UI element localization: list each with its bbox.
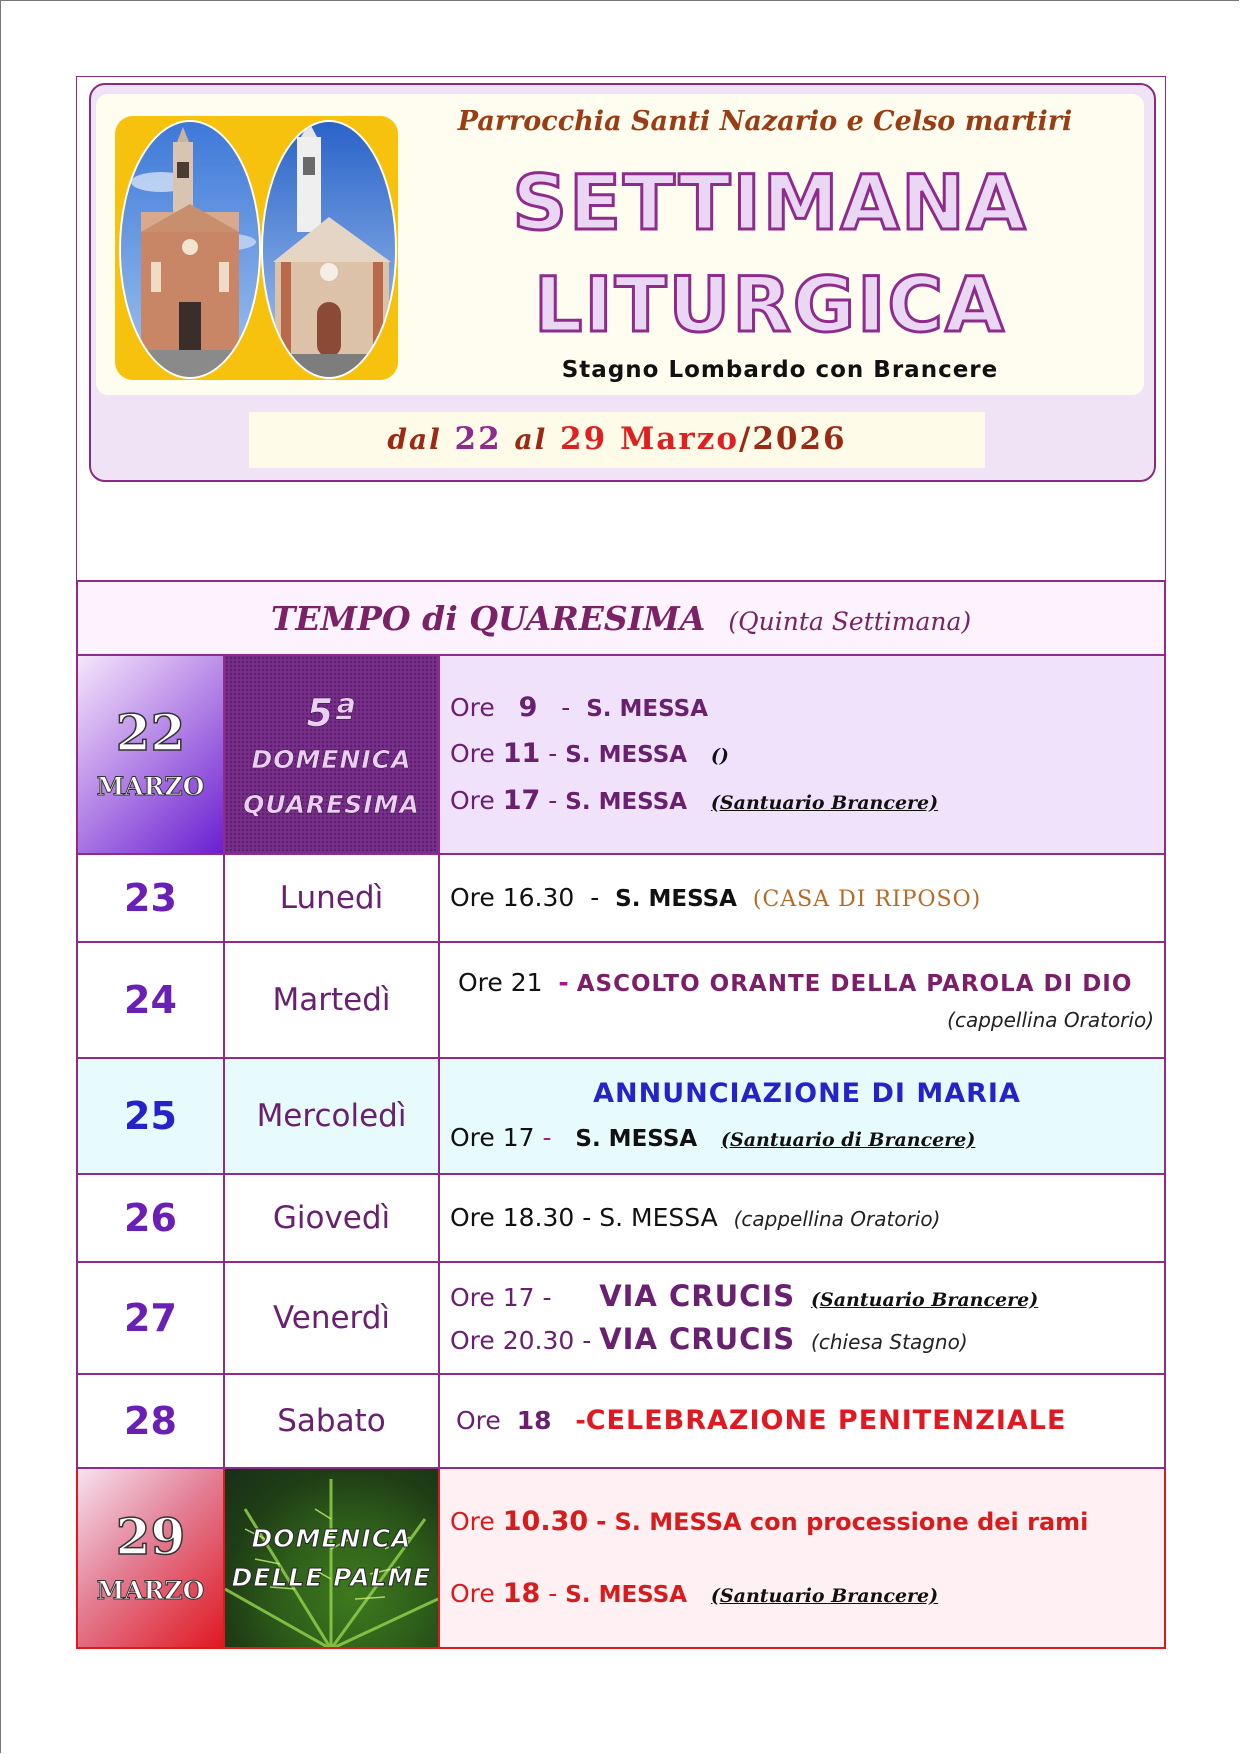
day-cell (77, 1058, 224, 1174)
event-time: Ore 16.30 (450, 882, 575, 912)
date-dal: dal (387, 423, 442, 456)
day-number: 26 (124, 1196, 177, 1240)
event-time: 11 (502, 738, 541, 770)
event-line (450, 692, 1164, 724)
event-sep: - (590, 882, 600, 912)
event-note: (Santuario di Brancere) (721, 1129, 976, 1152)
event-title: S. MESSA (565, 1582, 688, 1608)
event-line (450, 883, 1164, 914)
event-note: (chiesa Stagno) (811, 1330, 968, 1354)
event-time: Ore 17 - (450, 1283, 552, 1313)
event-time: 9 (518, 691, 538, 723)
event-note: (cappellina Oratorio) (947, 1008, 1154, 1033)
event-note: (Santuario Brancere) (710, 1585, 939, 1607)
sunday-season: QUARESIMA (243, 789, 420, 819)
event-sep: - (542, 1123, 552, 1153)
event-title: ASCOLTO ORANTE DELLA PAROLA DI DIO (576, 970, 1133, 997)
event-line (450, 1578, 1164, 1610)
events-cell (439, 1058, 1165, 1174)
event-time: 10.30 (502, 1505, 589, 1537)
church-left-oval (119, 120, 261, 379)
event-ore: Ore (450, 785, 495, 815)
day-cell (77, 1262, 224, 1374)
day-name: Mercoledì (256, 1098, 407, 1134)
events-cell (439, 1262, 1165, 1374)
event-title: S. MESSA (599, 1203, 718, 1232)
event-title: VIA CRUCIS (599, 1322, 796, 1356)
schedule-table (76, 580, 1166, 1649)
day-number: 28 (124, 1399, 177, 1443)
event-time: Ore 18.30 - (450, 1203, 592, 1232)
day-name-cell (224, 1058, 439, 1174)
event-line (450, 1279, 1164, 1314)
table-row (77, 1374, 1165, 1468)
table-row (77, 854, 1165, 942)
date-year: /2026 (739, 421, 847, 457)
day-name-cell (224, 1174, 439, 1262)
day-name: Lunedì (279, 880, 384, 916)
title-line-2: LITURGICA (533, 260, 1007, 349)
day-number: 27 (124, 1296, 177, 1340)
event-ore: Ore (450, 739, 495, 769)
day-number: 24 (124, 978, 177, 1022)
event-time: Ore 21 (457, 967, 543, 997)
event-sep: - (558, 967, 569, 997)
event-title: S. MESSA (565, 742, 688, 769)
event-title: VIA CRUCIS (599, 1279, 796, 1314)
day-number: 23 (124, 876, 177, 920)
day-name-cell (224, 1374, 439, 1468)
date-end: 29 (560, 421, 608, 457)
event-note: (Santuario Brancere) (811, 1289, 1039, 1312)
events-cell (439, 655, 1165, 854)
date-month: Marzo (619, 421, 739, 457)
event-time: Ore 20.30 - (450, 1326, 592, 1355)
event-sep: - (548, 1579, 558, 1608)
events-cell (439, 942, 1165, 1058)
season-cell (77, 581, 1165, 655)
parish-name: Parrocchia Santi Nazario e Celso martiri (457, 106, 1073, 137)
table-row (77, 1468, 1165, 1648)
event-line (450, 1322, 1164, 1357)
event-line (450, 785, 1164, 817)
season-subtitle: (Quinta Settimana) (728, 606, 972, 636)
event-sep: - (596, 1506, 607, 1536)
feast-title: ANNUNCIAZIONE DI MARIA (593, 1078, 1021, 1110)
table-row (77, 1174, 1165, 1262)
event-line (450, 1405, 1164, 1437)
churches-image (115, 116, 398, 380)
event-ore: Ore (456, 1405, 501, 1435)
events-cell (439, 854, 1165, 942)
event-ore: Ore (450, 1506, 495, 1536)
event-time: 18 (502, 1578, 541, 1609)
event-title: S. MESSA con processione dei rami (614, 1507, 1089, 1536)
day-name: Martedì (272, 982, 391, 1018)
day-cell (77, 655, 224, 854)
church-right-oval (261, 120, 397, 379)
events-cell (439, 1174, 1165, 1262)
season-title: TEMPO di QUARESIMA (270, 598, 706, 638)
event-sep: - (575, 1405, 586, 1435)
event-note: (CASA DI RIPOSO) (752, 886, 982, 912)
sunday-label-cell (224, 655, 439, 854)
subtitle: Stagno Lombardo con Brancere (561, 357, 999, 383)
day-month: MARZO (96, 772, 205, 801)
event-line (450, 1506, 1164, 1538)
event-line (450, 968, 1164, 999)
table-row (77, 1058, 1165, 1174)
palm-sunday-label-2: DELLE PALME (231, 1563, 432, 1592)
event-line (450, 1203, 1164, 1233)
day-number: 25 (124, 1094, 177, 1138)
event-line (450, 1123, 1164, 1154)
day-name: Venerdì (272, 1300, 391, 1336)
events-cell (439, 1468, 1165, 1648)
date-al: al (514, 423, 548, 456)
events-cell (439, 1374, 1165, 1468)
event-sep: - (548, 739, 558, 769)
sunday-label: DOMENICA (251, 744, 412, 774)
day-cell (77, 854, 224, 942)
event-time: 18 (516, 1405, 552, 1435)
day-name: Sabato (277, 1403, 386, 1439)
day-cell (77, 1374, 224, 1468)
event-sep: - (548, 785, 558, 815)
day-number: 29 (115, 1506, 186, 1566)
event-note: (Santuario Brancere) (710, 791, 939, 814)
event-title: S. MESSA (565, 788, 688, 815)
day-cell (77, 942, 224, 1058)
day-name-cell (224, 942, 439, 1058)
event-title: CELEBRAZIONE PENITENZIALE (585, 1404, 1067, 1436)
day-number: 22 (115, 703, 186, 762)
season-row (77, 581, 1165, 655)
day-cell (77, 1174, 224, 1262)
event-time: 17 (502, 784, 541, 816)
palm-sunday-label: DOMENICA (251, 1524, 412, 1553)
event-note-wrap (450, 1008, 1164, 1032)
table-row (77, 942, 1165, 1058)
date-start: 22 (454, 421, 502, 457)
day-name: Giovedì (272, 1200, 391, 1236)
day-month: MARZO (96, 1575, 205, 1605)
event-sep: - (561, 692, 571, 722)
table-row (77, 655, 1165, 854)
palm-sunday-image-cell (224, 1468, 439, 1648)
date-range (249, 421, 985, 457)
event-time: Ore 17 (450, 1123, 535, 1153)
event-ore: Ore (450, 1579, 495, 1608)
event-title: S. MESSA (586, 695, 709, 722)
sunday-ordinal: 5ª (306, 690, 357, 735)
event-title: S. MESSA (615, 885, 737, 912)
event-ore: Ore (450, 692, 495, 722)
event-note: (cappellina Oratorio) (733, 1207, 941, 1231)
event-note: () (710, 745, 729, 768)
day-name-cell (224, 854, 439, 942)
day-cell (77, 1468, 224, 1648)
title-line-1: SETTIMANA (512, 158, 1028, 247)
table-row (77, 1262, 1165, 1374)
event-title: S. MESSA (575, 1126, 698, 1153)
palm-leaves-image (225, 1469, 438, 1648)
day-name-cell (224, 1262, 439, 1374)
event-line (450, 738, 1164, 770)
